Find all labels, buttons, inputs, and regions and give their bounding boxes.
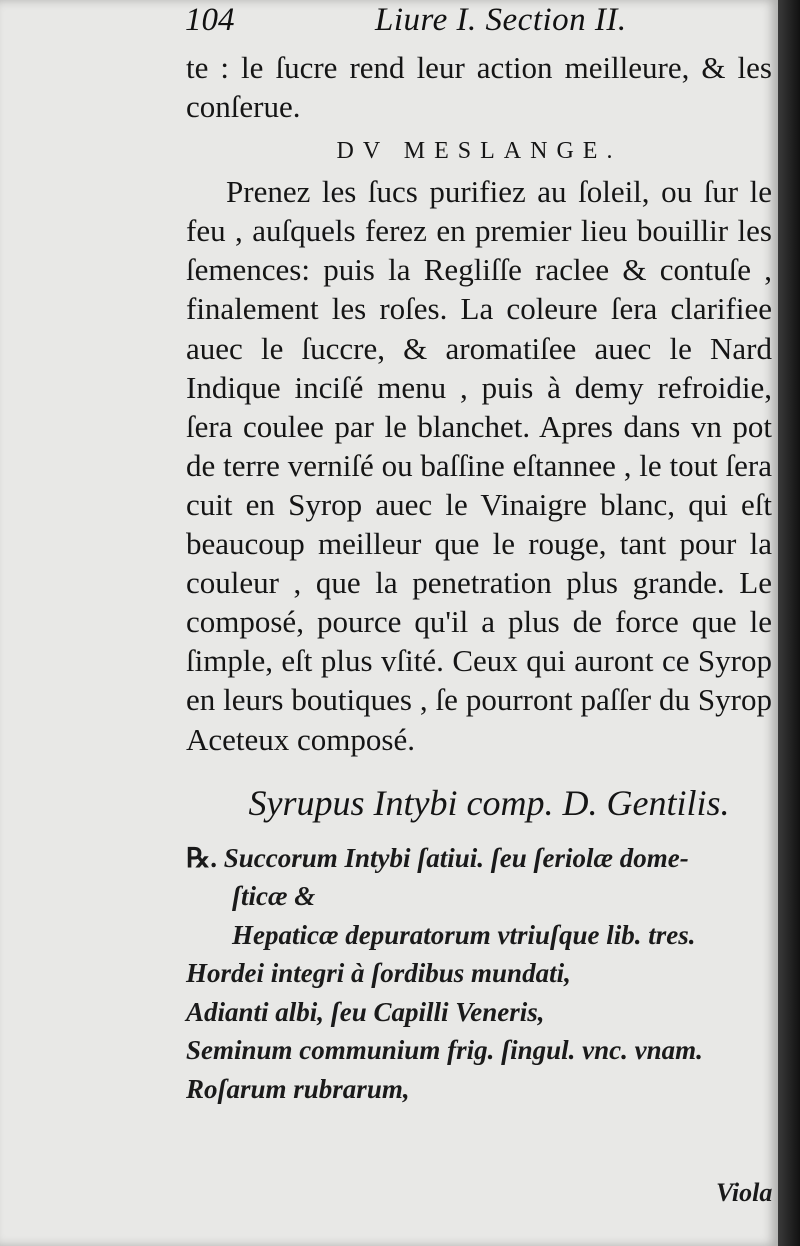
section-heading: DV MESLANGE. (336, 138, 622, 165)
ingredient-line: Roſarum rubrarum, (186, 1073, 410, 1104)
ingredient-line: Hordei integri à ſordibus mundati, (186, 958, 571, 989)
running-head-title: Liure I. Section II. (375, 2, 627, 38)
rx-symbol: ℞. (186, 842, 217, 873)
page-number: 104 (185, 2, 235, 38)
main-paragraph: Prenez les ſucs purifiez au ſoleil, ou ſur le feu , auſquels ferez en premier lieu bouillir les ſemences: puis la Regliſſe raclee & contuſe , finalement les roſes. La coleure ſera clarifiee auec le ſuccre, & aromatiſee auec le Nard Indique inciſé menu , puis à demy refroidie, ſera coulee par le blanchet. Apres dans vn pot de terre verniſé ou baſſine eſtannee , le tout ſera cuit en Syrop auec le Vinaigre blanc, qui eſt beaucoup meilleur que le rouge, tant pour la couleur , que la penetration plus grande. Le composé, pource qu'il a plus de force que le ſimple, eſt plus vſité. Ceux qui auront ce Syrop en leurs boutiques , ſe pourront paſſer du Syrop Aceteux composé. (186, 174, 772, 757)
page-body (186, 48, 772, 1108)
catchword: Viola (716, 1178, 773, 1207)
ingredient-line: Adianti albi, ſeu Capilli Veneris, (186, 996, 545, 1027)
running-header (185, 2, 655, 42)
ingredient-line: ſticæ & (232, 881, 316, 912)
recipe-ingredients (186, 839, 772, 1109)
recipe-title: Syrupus Intybi comp. D. Gentilis. (248, 782, 730, 823)
ingredient-line: Hepaticæ depuratorum vtriuſque lib. tres. (232, 919, 696, 950)
book-edge (778, 0, 800, 1246)
ingredient-line: Seminum communium frig. ſingul. vnc. vnam. (186, 1035, 703, 1066)
continuation-text: te : le ſucre rend leur action meilleure, & les conſerue. (186, 50, 772, 125)
ingredient-line: ℞. Succorum Intybi ſatiui. ſeu ſeriolæ dome- (186, 842, 689, 873)
